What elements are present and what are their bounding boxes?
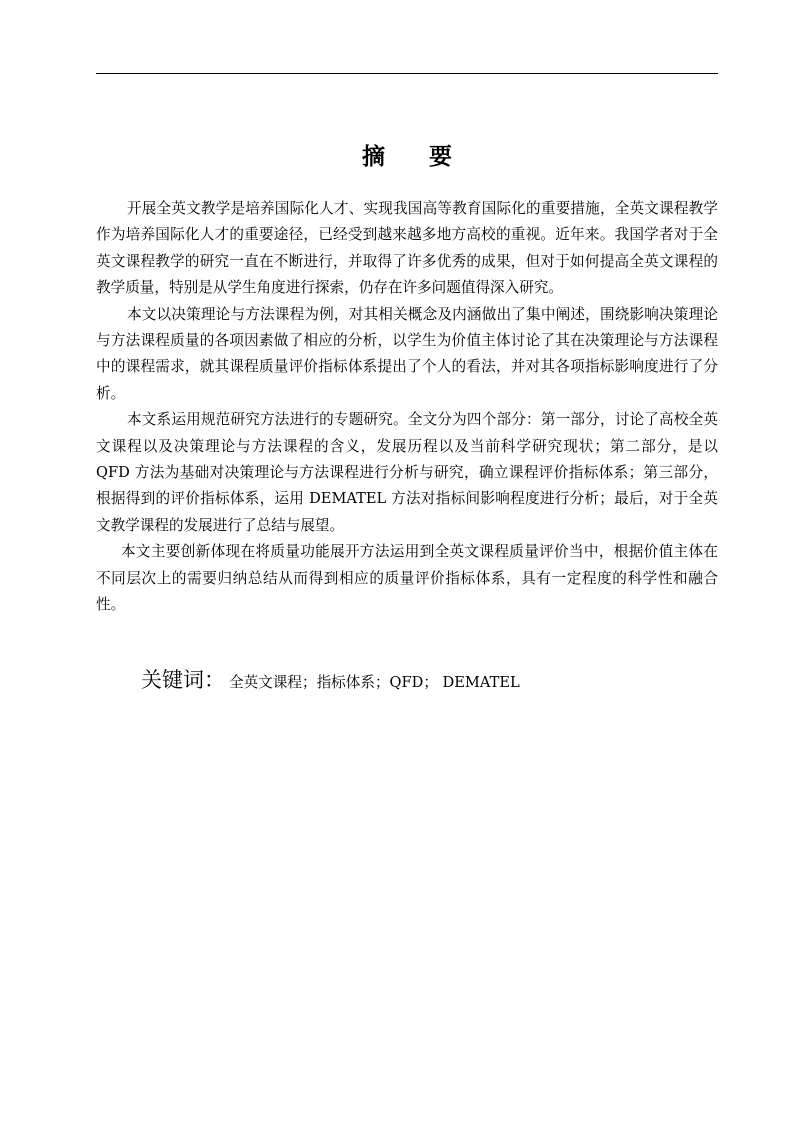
abstract-paragraph: 本文系运用规范研究方法进行的专题研究。全文分为四个部分：第一部分，讨论了高校全英文课程以及决策理论与方法课程的含义，发展历程以及当前科学研究现状；第二部分，是以 QFD 方法为基础对决策理论与方法课程进行分析与研究，确立课程评价指标体系；第三部分，根据得到的评价指标体系，运用 DEMATEL 方法对指标间影响程度进行分析；最后，对于全英文教学课程的发展进行了总结与展望。 [96, 411, 718, 534]
abstract-paragraph: 本文主要创新体现在将质量功能展开方法运用到全英文课程质量评价当中，根据价值主体在不同层次上的需要归纳总结从而得到相应的质量评价指标体系，具有一定程度的科学性和融合性。 [96, 543, 718, 614]
abstract-title [96, 138, 718, 171]
abstract-title-char-1: 摘 [362, 144, 385, 170]
keywords-values: 全英文课程；指标体系；QFD； DEMATEL [229, 674, 520, 691]
abstract-paragraph: 开展全英文教学是培养国际化人才、实现我国高等教育国际化的重要措施，全英文课程教学作为培养国际化人才的重要途径，已经受到越来越多地方高校的重视。近年来。我国学者对于全英文课程教学的研究一直在不断进行，并取得了许多优秀的成果，但对于如何提高全英文课程的教学质量，特别是从学生角度进行探索，仍存在许多问题值得深入研究。 [96, 200, 718, 297]
abstract-title-char-2: 要 [429, 144, 452, 170]
abstract-body [96, 196, 718, 619]
abstract-paragraph: 本文以决策理论与方法课程为例，对其相关概念及内涵做出了集中阐述，围绕影响决策理论与方法课程质量的各项因素做了相应的分析，以学生为价值主体讨论了其在决策理论与方法课程中的课程需求，就其课程质量评价指标体系提出了个人的看法，并对其各项指标影响度进行了分析。 [96, 305, 718, 402]
keywords-label: 关键词： [141, 668, 225, 692]
keywords-line [141, 664, 701, 694]
header-rule [96, 73, 718, 74]
